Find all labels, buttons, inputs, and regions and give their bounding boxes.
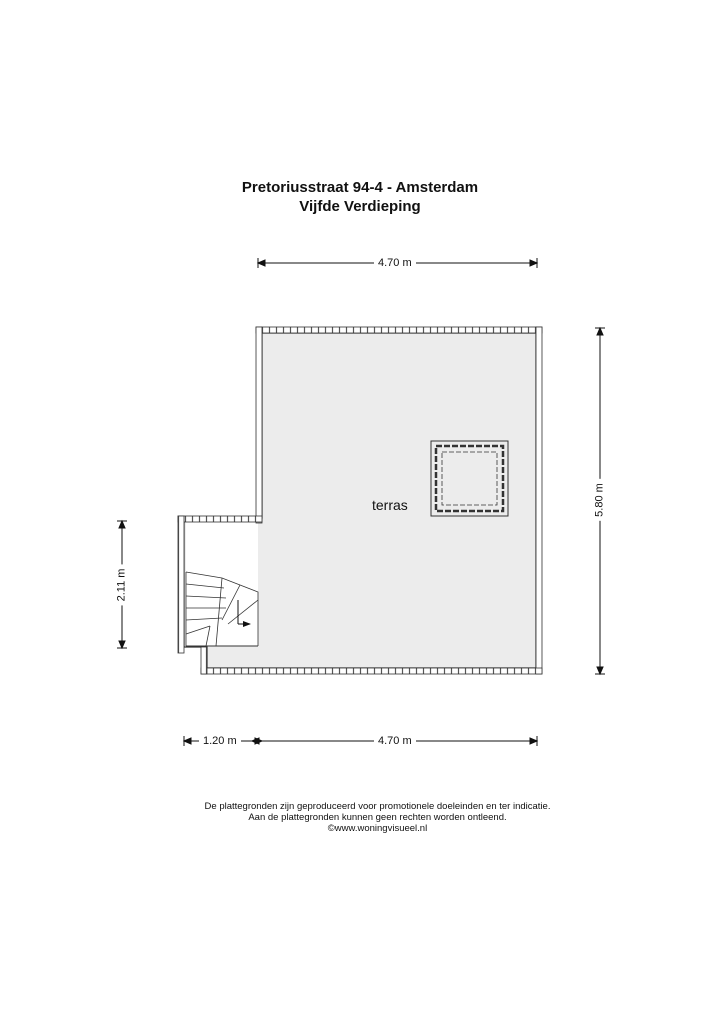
dimension-right-height: 5.80 m: [594, 479, 607, 521]
room-label-terrace: terras: [372, 497, 408, 513]
plan-address-title: Pretoriusstraat 94-4 - Amsterdam: [241, 179, 479, 196]
dimension-left-height: 2.11 m: [116, 565, 129, 606]
dimension-bottom-right-width: 4.70 m: [374, 735, 416, 748]
disclaimer-line-2: Aan de plattegronden kunnen geen rechten worden ontleend.: [248, 812, 507, 823]
copyright-notice: ©www.woningvisueel.nl: [327, 823, 428, 834]
disclaimer-line-1: De plattegronden zijn geproduceerd voor promotionele doeleinden en ter indicatie.: [204, 801, 551, 812]
plan-floor-title: Vijfde Verdieping: [299, 198, 421, 215]
stairwell-area: [186, 522, 258, 646]
dimension-top-width: 4.70 m: [374, 257, 416, 270]
dimension-bottom-left-width: 1.20 m: [199, 735, 241, 748]
